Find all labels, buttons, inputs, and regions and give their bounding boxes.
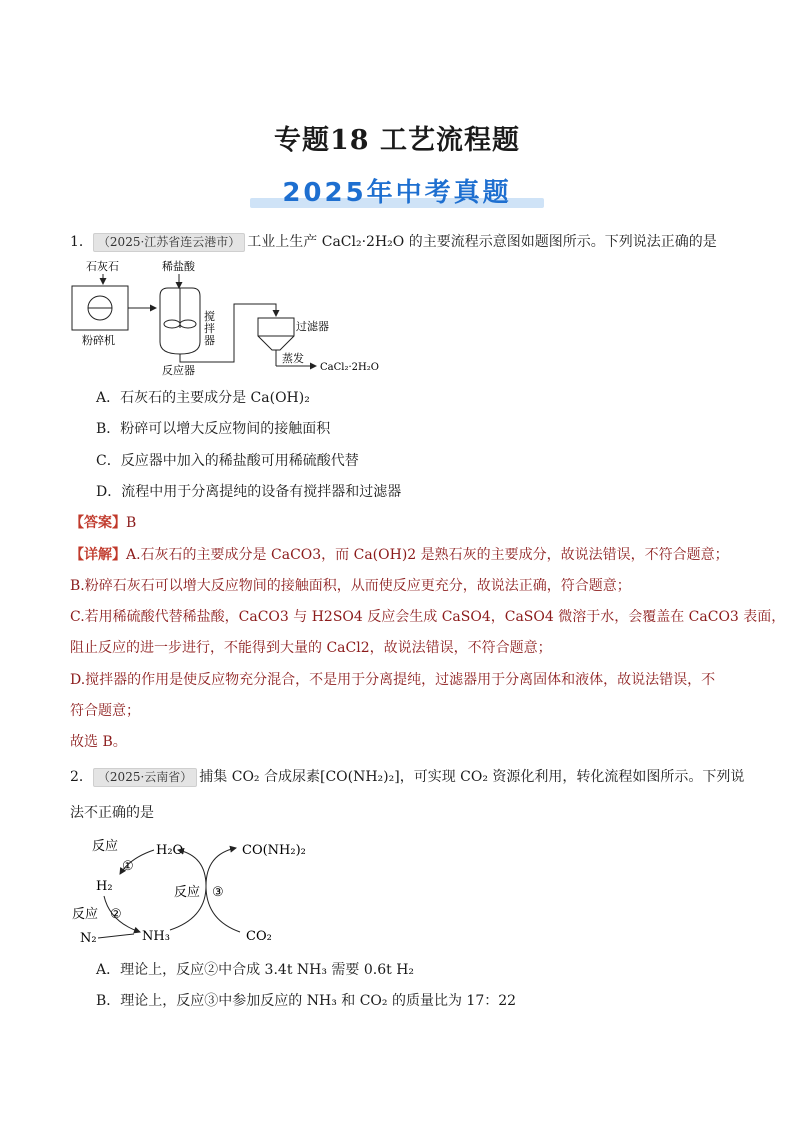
- evaporate-label: 蒸发: [282, 352, 304, 365]
- h2o-label: H₂O: [156, 843, 184, 858]
- filter-funnel: [258, 318, 294, 350]
- product-label: CaCl₂·2H₂O: [320, 362, 379, 373]
- hcl-label: 稀盐酸: [162, 260, 195, 273]
- reaction3-label: 反应: [174, 885, 201, 900]
- nh3-label: NH₃: [142, 929, 170, 944]
- q2-stem-text: 捕集 CO₂ 合成尿素[CO(NH₂)₂]，可实现 CO₂ 资源化利用，转化流程如图所示。下列说: [199, 769, 745, 785]
- crusher-label: 粉碎机: [82, 334, 115, 347]
- q1-option-a: A．石灰石的主要成分是 Ca(OH)₂: [96, 390, 310, 406]
- filter-label: 过滤器: [296, 320, 329, 333]
- q1-detail-line: 【详解】A.石灰石的主要成分是 CaCO3，而 Ca(OH)2 是熟石灰的主要成分，故说法错误，不符合题意；: [70, 547, 729, 563]
- q2-stem: [70, 767, 744, 787]
- q1-option-d: D．流程中用于分离提纯的设备有搅拌器和过滤器: [96, 484, 402, 500]
- q1-detail-line: 故选 B。: [70, 734, 127, 750]
- q1-process-diagram: [70, 258, 390, 380]
- svg-text:器: 器: [204, 334, 215, 347]
- q2-number: 2．: [70, 769, 93, 785]
- q1-detail-line: B.粉碎石灰石可以增大反应物间的接触面积，从而使反应更充分，故说法正确，符合题意；: [70, 578, 631, 594]
- h2-label: H₂: [96, 879, 113, 894]
- co2-label: CO₂: [246, 929, 272, 944]
- banner-text: 2025年中考真题: [282, 178, 512, 208]
- reactor-label: 反应器: [162, 364, 195, 377]
- section-banner: [250, 168, 544, 212]
- urea-label: CO(NH₂)₂: [242, 843, 306, 858]
- q1-detail-line: C.若用稀硫酸代替稀盐酸，CaCO3 与 H2SO4 反应会生成 CaSO4，CaSO4 微溶于水，会覆盖在 CaCO3 表面，: [70, 609, 786, 625]
- svg-text:拌: 拌: [204, 322, 215, 335]
- q2-option-b: B．理论上，反应③中参加反应的 NH₃ 和 CO₂ 的质量比为 17：22: [96, 993, 517, 1009]
- q1-stem: [70, 232, 717, 252]
- reaction3-circle: ③: [212, 885, 224, 900]
- reaction1-circle: ①: [122, 859, 134, 874]
- reaction2-circle: ②: [110, 907, 122, 922]
- q1-detail-line: 阻止反应的进一步进行，不能得到大量的 CaCl2，故说法错误，不符合题意；: [70, 640, 552, 656]
- q1-number: 1．: [70, 234, 93, 250]
- q2-cycle-diagram: [70, 830, 330, 950]
- detail-label: 【详解】: [70, 547, 126, 563]
- q1-option-c: C．反应器中加入的稀盐酸可用稀硫酸代替: [96, 453, 359, 469]
- n2-label: N₂: [80, 931, 97, 946]
- limestone-label: 石灰石: [86, 260, 119, 273]
- q1-answer: [70, 513, 136, 533]
- reaction1-label: 反应: [92, 839, 119, 854]
- q1-detail-line: 符合题意；: [70, 703, 140, 719]
- page-title: 专题18 工艺流程题: [274, 125, 520, 156]
- reaction2-label: 反应: [72, 907, 99, 922]
- q2-source-tag: （2025·云南省）: [93, 768, 197, 787]
- answer-value: B: [126, 515, 137, 531]
- q1-source-tag: （2025·江苏省连云港市）: [93, 233, 245, 252]
- q2-stem-cont: 法不正确的是: [70, 805, 154, 821]
- answer-label: 【答案】: [70, 515, 126, 531]
- q1-detail-line: D.搅拌器的作用是使反应物充分混合，不是用于分离提纯，过滤器用于分离固体和液体，故说法错误，不: [70, 672, 716, 688]
- stirrer-label: 搅: [204, 310, 215, 323]
- q1-option-b: B．粉碎可以增大反应物间的接触面积: [96, 421, 331, 437]
- q1-stem-text: 工业上生产 CaCl₂·2H₂O 的主要流程示意图如题图所示。下列说法正确的是: [247, 234, 717, 250]
- q2-option-a: A．理论上，反应②中合成 3.4t NH₃ 需要 0.6t H₂: [96, 962, 415, 978]
